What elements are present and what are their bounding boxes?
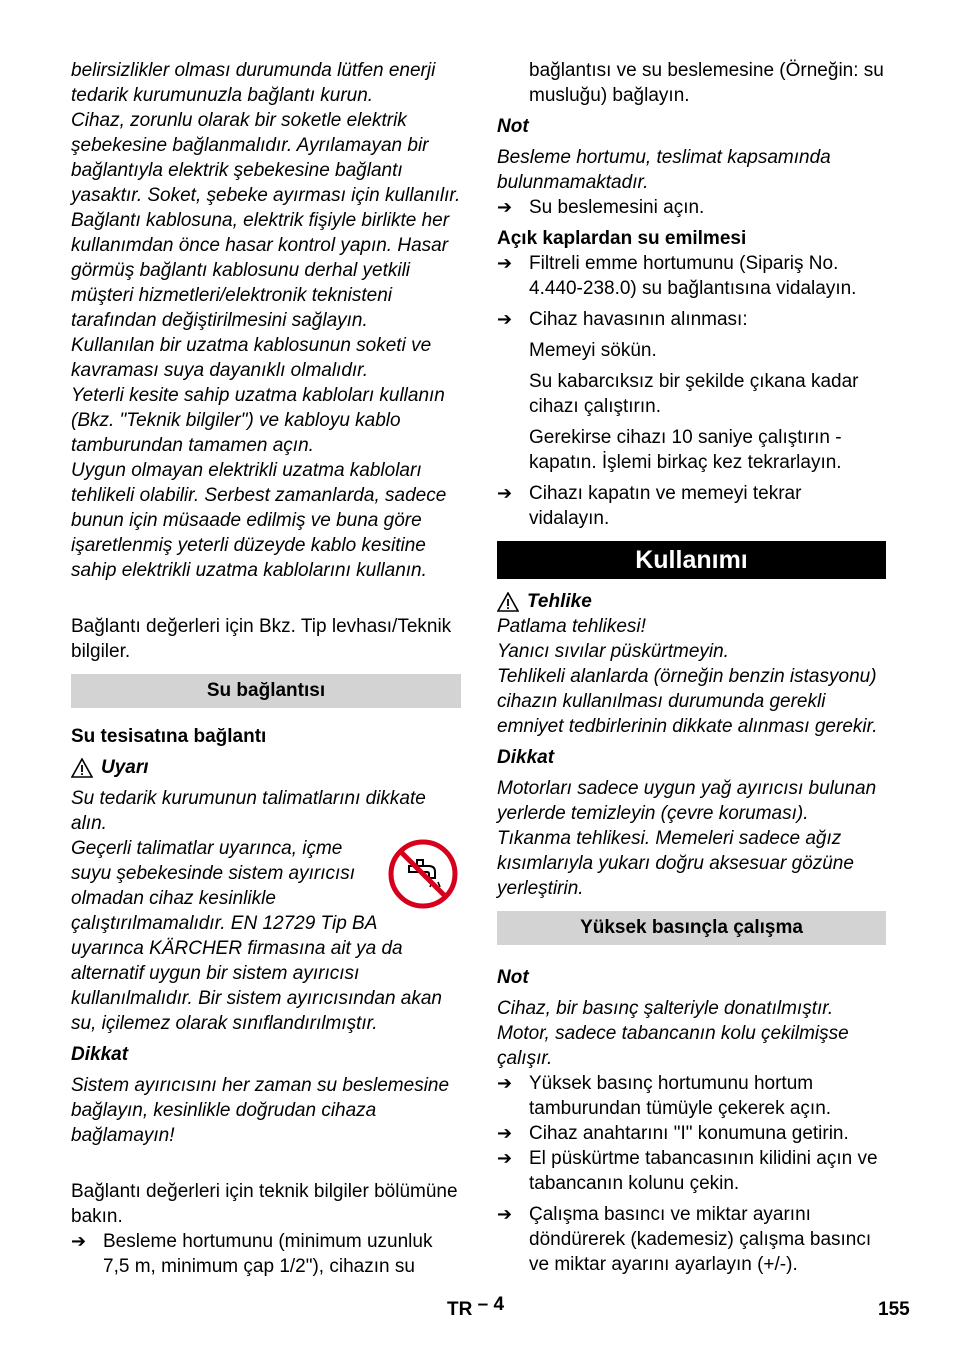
paragraph: Tıkanma tehlikesi. Memeleri sadece ağız kısımlarıyla yukarı doğru aksesuar gözüne yerleştirin. bbox=[497, 828, 854, 899]
paragraph: Motorları sadece uygun yağ ayırıcısı bulunan yerlerde temizleyin (çevre koruması). bbox=[497, 778, 877, 824]
section-heading-yuksek-basinc: Yüksek basınçla çalışma bbox=[497, 911, 886, 945]
right-arrow-icon: ➔ bbox=[497, 483, 513, 503]
chapter-heading-kullanimi: Kullanımı bbox=[497, 541, 886, 579]
section-heading-su-baglantisi: Su bağlantısı bbox=[71, 674, 461, 708]
no-tap-icon bbox=[387, 838, 459, 910]
right-arrow-icon: ➔ bbox=[497, 309, 513, 329]
not-label: Not bbox=[497, 116, 529, 137]
right-arrow-icon: ➔ bbox=[497, 1204, 513, 1224]
paragraph: Tehlikeli alanlarda (örneğin benzin istasyonu) cihazın kullanılması durumunda gerekli emniyet tedbirlerinin dikkate alınması gerekir. bbox=[497, 666, 878, 737]
page-number: 155 bbox=[878, 1299, 910, 1320]
paragraph: belirsizlikler olması durumunda lütfen enerji tedarik kurumunuzla bağlantı kurun. bbox=[71, 60, 436, 106]
paragraph: Geçerli talimatlar uyarınca, içme suyu şebekesinde sistem ayırıcısı olmadan cihaz kesinlikle çalıştırılmamalıdır. EN 12729 Tip BA uyarınca KÄRCHER firmasına ait ya da alternatif uygun bir sistem ayırıcısı kullanılmalıdır. Bir sistem ayırıcısından akan su, içilemez olarak sınıflandırılmıştır. bbox=[71, 838, 442, 1034]
warning-triangle-icon bbox=[497, 592, 519, 612]
right-arrow-icon: ➔ bbox=[71, 1231, 87, 1251]
warning-heading bbox=[71, 755, 461, 780]
list-item: ➔ Yüksek basınç hortumunu hortum tamburundan tümüyle çekerek açın. bbox=[497, 1073, 832, 1119]
warning-label: Uyarı bbox=[101, 757, 149, 778]
paragraph: Memeyi sökün. bbox=[529, 340, 657, 361]
paragraph: Bağlantı değerleri için Bkz. Tip levhası/Teknik bilgiler. bbox=[71, 616, 452, 662]
right-arrow-icon: ➔ bbox=[497, 1073, 513, 1093]
right-arrow-icon: ➔ bbox=[497, 1148, 513, 1168]
subheading: Su tesisatına bağlantı bbox=[71, 726, 267, 747]
paragraph: Bağlantı kablosuna, elektrik fişiyle birlikte her kullanımdan önce hasar kontrol yapın. Hasar görmüş bağlantı kablosunu derhal yetkili müşteri hizmetleri/elektronik teknisteni tarafından değiştirilmesini sağlayın. bbox=[71, 210, 450, 331]
right-arrow-icon: ➔ bbox=[497, 253, 513, 273]
paragraph: Yeterli kesite sahip uzatma kabloları kullanın (Bkz. "Teknik bilgiler") ve kabloyu kablo tamburundan tamamen açın. bbox=[71, 385, 445, 456]
list-item: ➔ El püskürtme tabancasının kilidini açın ve tabancanın kolunu çekin. bbox=[497, 1148, 878, 1194]
paragraph: Gerekirse cihazı 10 saniye çalıştırın - kapatın. İşlemi birkaç kez tekrarlayın. bbox=[529, 427, 842, 473]
subheading: Açık kaplardan su emilmesi bbox=[497, 228, 747, 249]
paragraph: Cihaz, zorunlu olarak bir soketle elektrik şebekesine bağlanmalıdır. Ayrılamayan bir bağlantıyla elektrik şebekesine bağlantı yasaktır. Soket, şebeke ayırması için kullanılır. bbox=[71, 110, 461, 206]
left-column bbox=[71, 58, 461, 1279]
paragraph: Patlama tehlikesi! bbox=[497, 616, 646, 637]
list-item: ➔ Besleme hortumunu (minimum uzunluk 7,5 m, minimum çap 1/2"), cihazın su bbox=[71, 1231, 433, 1277]
paragraph: Yanıcı sıvılar püskürtmeyin. bbox=[497, 641, 729, 662]
paragraph: Kullanılan bir uzatma kablosunun soketi ve kavraması suya dayanıklı olmalıdır. bbox=[71, 335, 432, 381]
right-arrow-icon: ➔ bbox=[497, 197, 513, 217]
dikkat-label: Dikkat bbox=[497, 747, 555, 768]
note-with-icon bbox=[71, 836, 461, 1036]
list-item: ➔ Cihaz havasının alınması: bbox=[497, 309, 748, 330]
not-label: Not bbox=[497, 967, 529, 988]
danger-heading bbox=[497, 589, 886, 614]
paragraph: bağlantısı ve su beslemesine (Örneğin: su musluğu) bağlayın. bbox=[529, 60, 884, 106]
paragraph: Uygun olmayan elektrikli uzatma kabloları tehlikeli olabilir. Serbest zamanlarda, sadece bunun için müsaade edilmiş ve buna göre işaretlenmiş yeterli düzeyde kablo kesitine sahip elektrikli uzatma kablolarını kullanın. bbox=[71, 460, 447, 581]
list-item: ➔ Çalışma basıncı ve miktar ayarını döndürerek (kademesiz) çalışma basıncı ve miktar ayarını ayarlayın (+/-). bbox=[497, 1204, 872, 1275]
warning-triangle-icon bbox=[71, 758, 93, 778]
paragraph: Cihaz, bir basınç şalteriyle donatılmıştır. Motor, sadece tabancanın kolu çekilmişse çalışır. bbox=[497, 998, 849, 1069]
right-column bbox=[497, 58, 886, 1277]
list-item: ➔ Su beslemesini açın. bbox=[497, 197, 705, 218]
list-item: ➔ Cihazı kapatın ve memeyi tekrar vidalayın. bbox=[497, 483, 802, 529]
paragraph: Su kabarcıksız bir şekilde çıkana kadar cihazı çalıştırın. bbox=[529, 371, 859, 417]
paragraph: Sistem ayırıcısını her zaman su beslemesine bağlayın, kesinlikle doğrudan cihaza bağlamayın! bbox=[71, 1075, 450, 1146]
list-item: ➔ Cihaz anahtarını "I" konumuna getirin. bbox=[497, 1123, 849, 1144]
danger-label: Tehlike bbox=[527, 591, 592, 612]
paragraph: Besleme hortumu, teslimat kapsamında bulunmamaktadır. bbox=[497, 147, 831, 193]
paragraph: Su tedarik kurumunun talimatlarını dikkate alın. bbox=[71, 788, 426, 834]
dikkat-label: Dikkat bbox=[71, 1044, 129, 1065]
footer-dash-page: – 4 bbox=[477, 1294, 505, 1315]
right-arrow-icon: ➔ bbox=[497, 1123, 513, 1143]
footer-language: TR – 4 bbox=[447, 1294, 505, 1320]
paragraph: Bağlantı değerleri için teknik bilgiler bölümüne bakın. bbox=[71, 1181, 458, 1227]
list-item: ➔ Filtreli emme hortumunu (Sipariş No. 4.440-238.0) su bağlantısına vidalayın. bbox=[497, 253, 857, 299]
